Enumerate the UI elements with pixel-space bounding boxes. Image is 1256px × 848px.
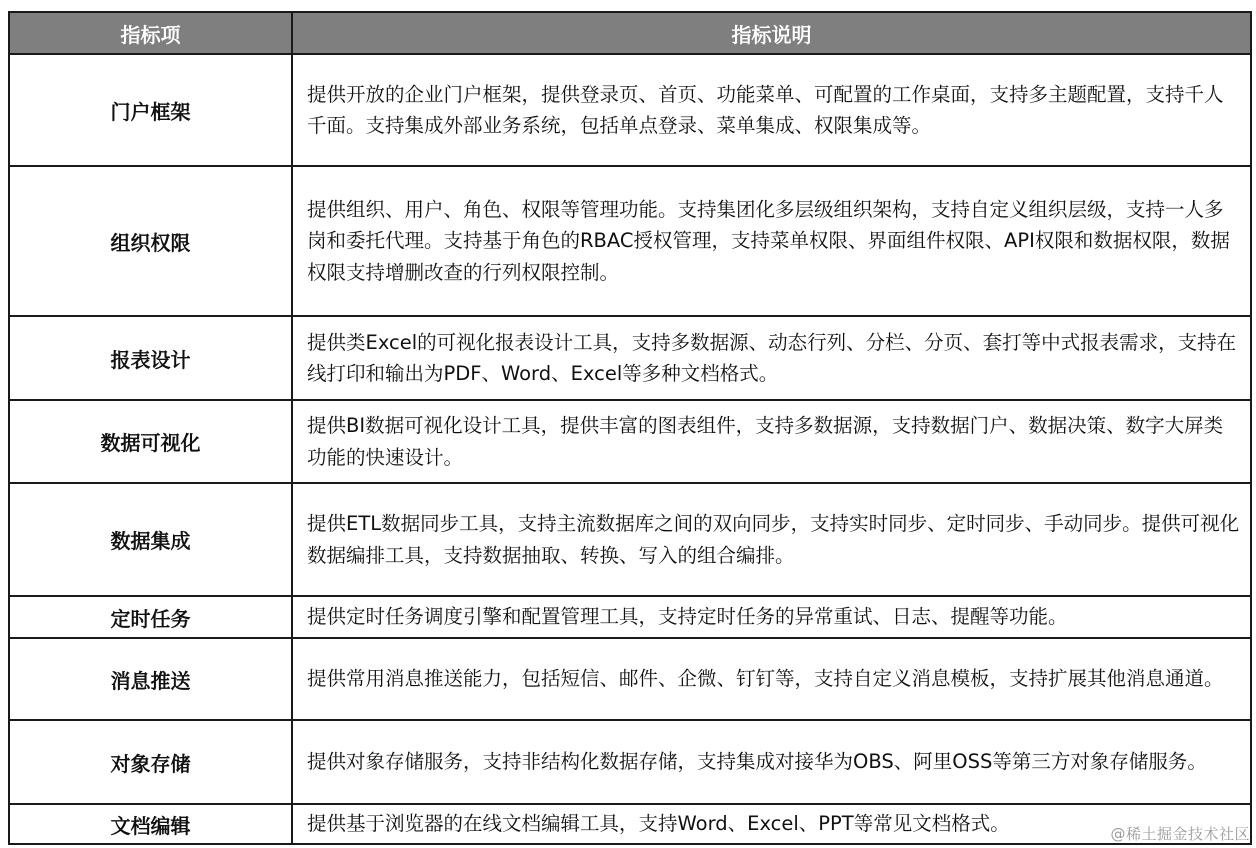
row-item-label: 数据可视化 bbox=[9, 400, 292, 483]
row-item-label: 组织权限 bbox=[9, 166, 292, 316]
table-header-row bbox=[9, 12, 1251, 54]
row-item-label: 文档编辑 bbox=[9, 804, 292, 844]
table-row bbox=[9, 54, 1251, 166]
row-item-label: 消息推送 bbox=[9, 638, 292, 720]
table-row bbox=[9, 638, 1251, 720]
row-description: 提供开放的企业门户框架，提供登录页、首页、功能菜单、可配置的工作桌面，支持多主题配置，支持千人千面。支持集成外部业务系统，包括单点登录、菜单集成、权限集成等。 bbox=[292, 54, 1251, 166]
table-row bbox=[9, 316, 1251, 400]
table-row bbox=[9, 720, 1251, 804]
row-item-label: 门户框架 bbox=[9, 54, 292, 166]
table-row bbox=[9, 400, 1251, 483]
header-description: 指标说明 bbox=[292, 12, 1251, 54]
row-description: 提供常用消息推送能力，包括短信、邮件、企微、钉钉等，支持自定义消息模板，支持扩展其他消息通道。 bbox=[292, 638, 1251, 720]
table-row bbox=[9, 483, 1251, 596]
row-description: 提供定时任务调度引擎和配置管理工具，支持定时任务的异常重试、日志、提醒等功能。 bbox=[292, 596, 1251, 638]
row-item-label: 报表设计 bbox=[9, 316, 292, 400]
table-row bbox=[9, 804, 1251, 844]
row-description: 提供对象存储服务，支持非结构化数据存储，支持集成对接华为OBS、阿里OSS等第三方对象存储服务。 bbox=[292, 720, 1251, 804]
row-description: 提供BI数据可视化设计工具，提供丰富的图表组件，支持多数据源，支持数据门户、数据决策、数字大屏类功能的快速设计。 bbox=[292, 400, 1251, 483]
row-item-label: 数据集成 bbox=[9, 483, 292, 596]
table-row bbox=[9, 166, 1251, 316]
row-description: 提供类Excel的可视化报表设计工具，支持多数据源、动态行列、分栏、分页、套打等中式报表需求，支持在线打印和输出为PDF、Word、Excel等多种文档格式。 bbox=[292, 316, 1251, 400]
row-description: 提供组织、用户、角色、权限等管理功能。支持集团化多层级组织架构，支持自定义组织层级，支持一人多岗和委托代理。支持基于角色的RBAC授权管理，支持菜单权限、界面组件权限、API权限和数据权限，数据权限支持增删改查的行列权限控制。 bbox=[292, 166, 1251, 316]
table-row bbox=[9, 596, 1251, 638]
watermark: @稀土掘金技术社区 bbox=[1110, 825, 1250, 843]
header-item: 指标项 bbox=[9, 12, 292, 54]
row-item-label: 对象存储 bbox=[9, 720, 292, 804]
row-description: 提供基于浏览器的在线文档编辑工具，支持Word、Excel、PPT等常见文档格式。 bbox=[292, 804, 1251, 844]
spec-table bbox=[8, 11, 1252, 845]
row-item-label: 定时任务 bbox=[9, 596, 292, 638]
row-description: 提供ETL数据同步工具，支持主流数据库之间的双向同步，支持实时同步、定时同步、手动同步。提供可视化数据编排工具，支持数据抽取、转换、写入的组合编排。 bbox=[292, 483, 1251, 596]
